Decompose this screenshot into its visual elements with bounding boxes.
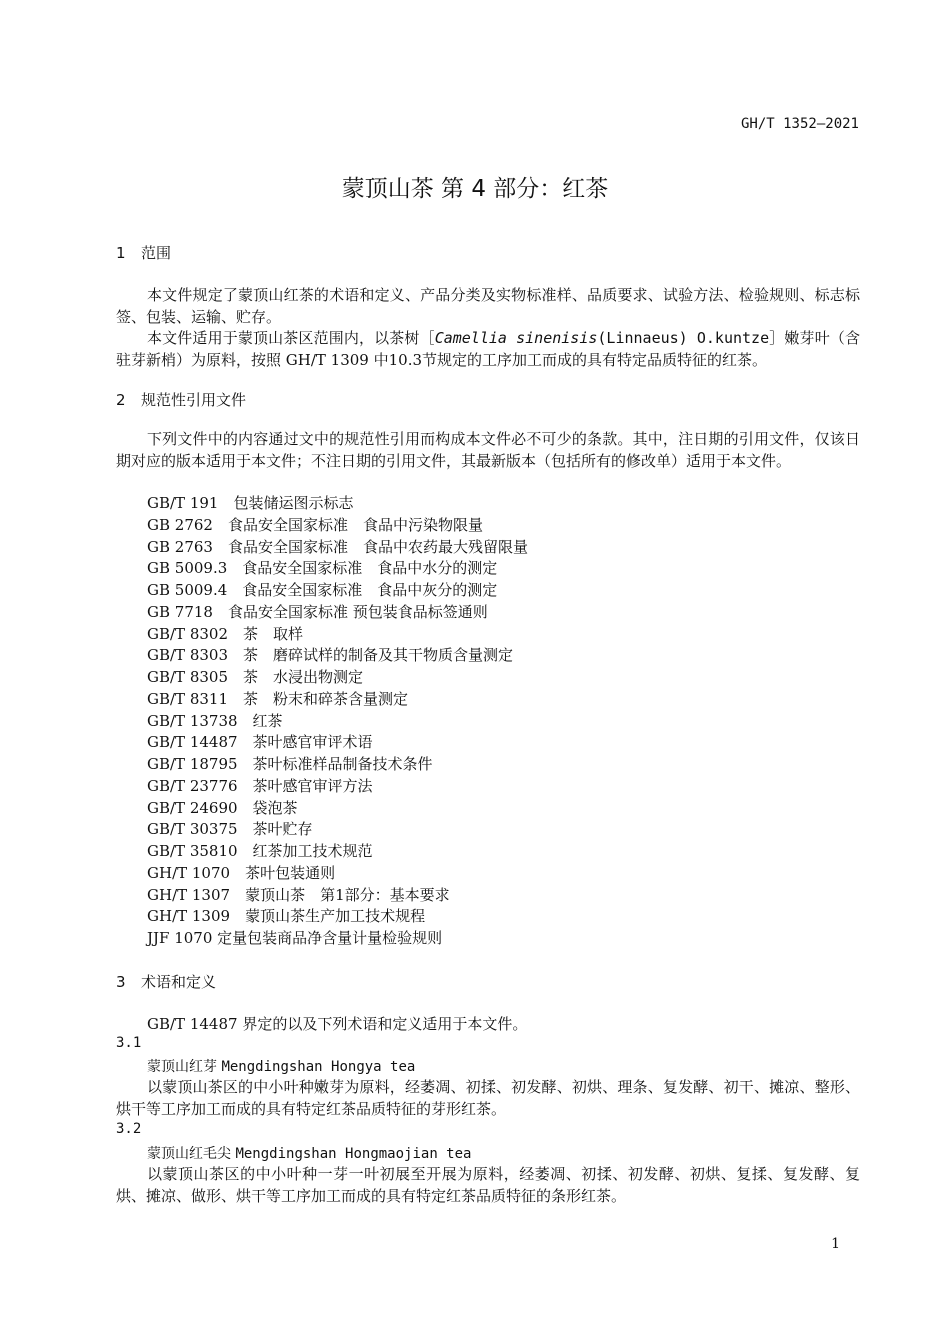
reference-item: GB 5009.3 食品安全国家标准 食品中水分的测定	[147, 559, 498, 578]
reference-item: GB 5009.4 食品安全国家标准 食品中灰分的测定	[147, 581, 498, 599]
reference-item: GH/T 1070 茶叶包装通则	[147, 863, 336, 882]
term-number: 3.2	[116, 1121, 142, 1137]
reference-item: GH/T 1307 蒙顶山茶 第1部分：基本要求	[147, 885, 450, 904]
section-number: 3	[116, 973, 126, 991]
scope-latin-name: Camellia sinenisis	[434, 329, 598, 347]
scope-latin-authority: (Linnaeus) O.kuntze	[597, 329, 770, 347]
reference-item: GB/T 14487 茶叶感官审评术语	[147, 733, 373, 752]
reference-item: JJF 1070 定量包装商品净含量计量检验规则	[147, 929, 443, 947]
section-number: 1	[116, 244, 126, 262]
reference-item: GB/T 23776 茶叶感官审评方法	[147, 776, 373, 795]
term-english: Mengdingshan Hongya tea	[221, 1059, 416, 1075]
reference-item: GB/T 8311 茶 粉末和碎茶含量测定	[147, 689, 409, 708]
term-definition: 以蒙顶山茶区的中小叶种嫩芽为原料，经萎凋、初揉、初发酵、初烘、理条、复发酵、初干、摊凉、整形、烘干等工序加工而成的具有特定红茶品质特征的芽形红茶。	[116, 1078, 860, 1118]
reference-item: GB/T 8305 茶 水浸出物测定	[147, 668, 364, 686]
reference-item: GB/T 191 包装储运图示标志	[147, 494, 354, 512]
scope-paragraph-2	[116, 328, 860, 371]
reference-item: GB/T 18795 茶叶标准样品制备技术条件	[147, 755, 433, 773]
section-title: 术语和定义	[141, 973, 217, 991]
section-heading-normative-references	[116, 389, 246, 410]
section-number: 2	[116, 391, 126, 409]
reference-item: GB/T 8302 茶 取样	[147, 624, 304, 643]
reference-item: GH/T 1309 蒙顶山茶生产加工技术规程	[147, 907, 426, 926]
term-number: 3.1	[116, 1035, 142, 1051]
references-intro: 下列文件中的内容通过文中的规范性引用而构成本文件必不可少的条款。其中，注日期的引用文件，仅该日期对应的版本适用于本文件；不注日期的引用文件，其最新版本（包括所有的修改单）适用于本文件。	[116, 430, 860, 470]
reference-item: GB 2762 食品安全国家标准 食品中污染物限量	[147, 515, 483, 534]
term-chinese: 蒙顶山红毛尖	[147, 1146, 231, 1162]
reference-item: GB/T 24690 袋泡茶	[147, 798, 298, 817]
terms-intro: GB/T 14487 界定的以及下列术语和定义适用于本文件。	[147, 1015, 528, 1033]
standard-number: GH/T 1352—2021	[740, 116, 859, 132]
section-title: 范围	[141, 244, 172, 262]
section-title: 规范性引用文件	[141, 391, 247, 409]
term-chinese: 蒙顶山红芽	[147, 1059, 217, 1075]
term-definition: 以蒙顶山茶区的中小叶种一芽一叶初展至开展为原料，经萎凋、初揉、初发酵、初烘、复揉、复发酵、复烘、摊凉、做形、烘干等工序加工而成的具有特定红茶品质特征的条形红茶。	[116, 1165, 860, 1205]
reference-item: GB/T 13738 红茶	[147, 711, 283, 730]
term-heading	[147, 1143, 471, 1163]
reference-item: GB 7718 食品安全国家标准 预包装食品标签通则	[147, 602, 488, 621]
reference-item: GB/T 8303 茶 磨碎试样的制备及其干物质含量测定	[147, 646, 514, 665]
document-title: 蒙顶山茶 第 4 部分：红茶	[341, 176, 609, 202]
reference-item: GB 2763 食品安全国家标准 食品中农药最大残留限量	[147, 537, 528, 556]
page-number: 1	[831, 1236, 840, 1252]
term-english: Mengdingshan Hongmaojian tea	[235, 1146, 472, 1162]
reference-list	[147, 493, 528, 950]
section-heading-terms	[116, 971, 216, 992]
scope-text-a: 本文件适用于蒙顶山茶区范围内，以茶树［	[147, 329, 435, 347]
reference-item: GB/T 30375 茶叶贮存	[147, 820, 313, 839]
scope-paragraph-1: 本文件规定了蒙顶山红茶的术语和定义、产品分类及实物标准样、品质要求、试验方法、检验规则、标志标签、包装、运输、贮存。	[116, 286, 860, 326]
term-heading	[147, 1056, 415, 1076]
scope-text-c: ］嫩芽叶（含驻芽新梢）为原料，按照 GH/T 1309 中10.3节规定的工序加工而成的具有特定品质特征的红茶。	[116, 329, 860, 369]
section-heading-scope	[116, 242, 171, 263]
reference-item: GB/T 35810 红茶加工技术规范	[147, 842, 373, 860]
